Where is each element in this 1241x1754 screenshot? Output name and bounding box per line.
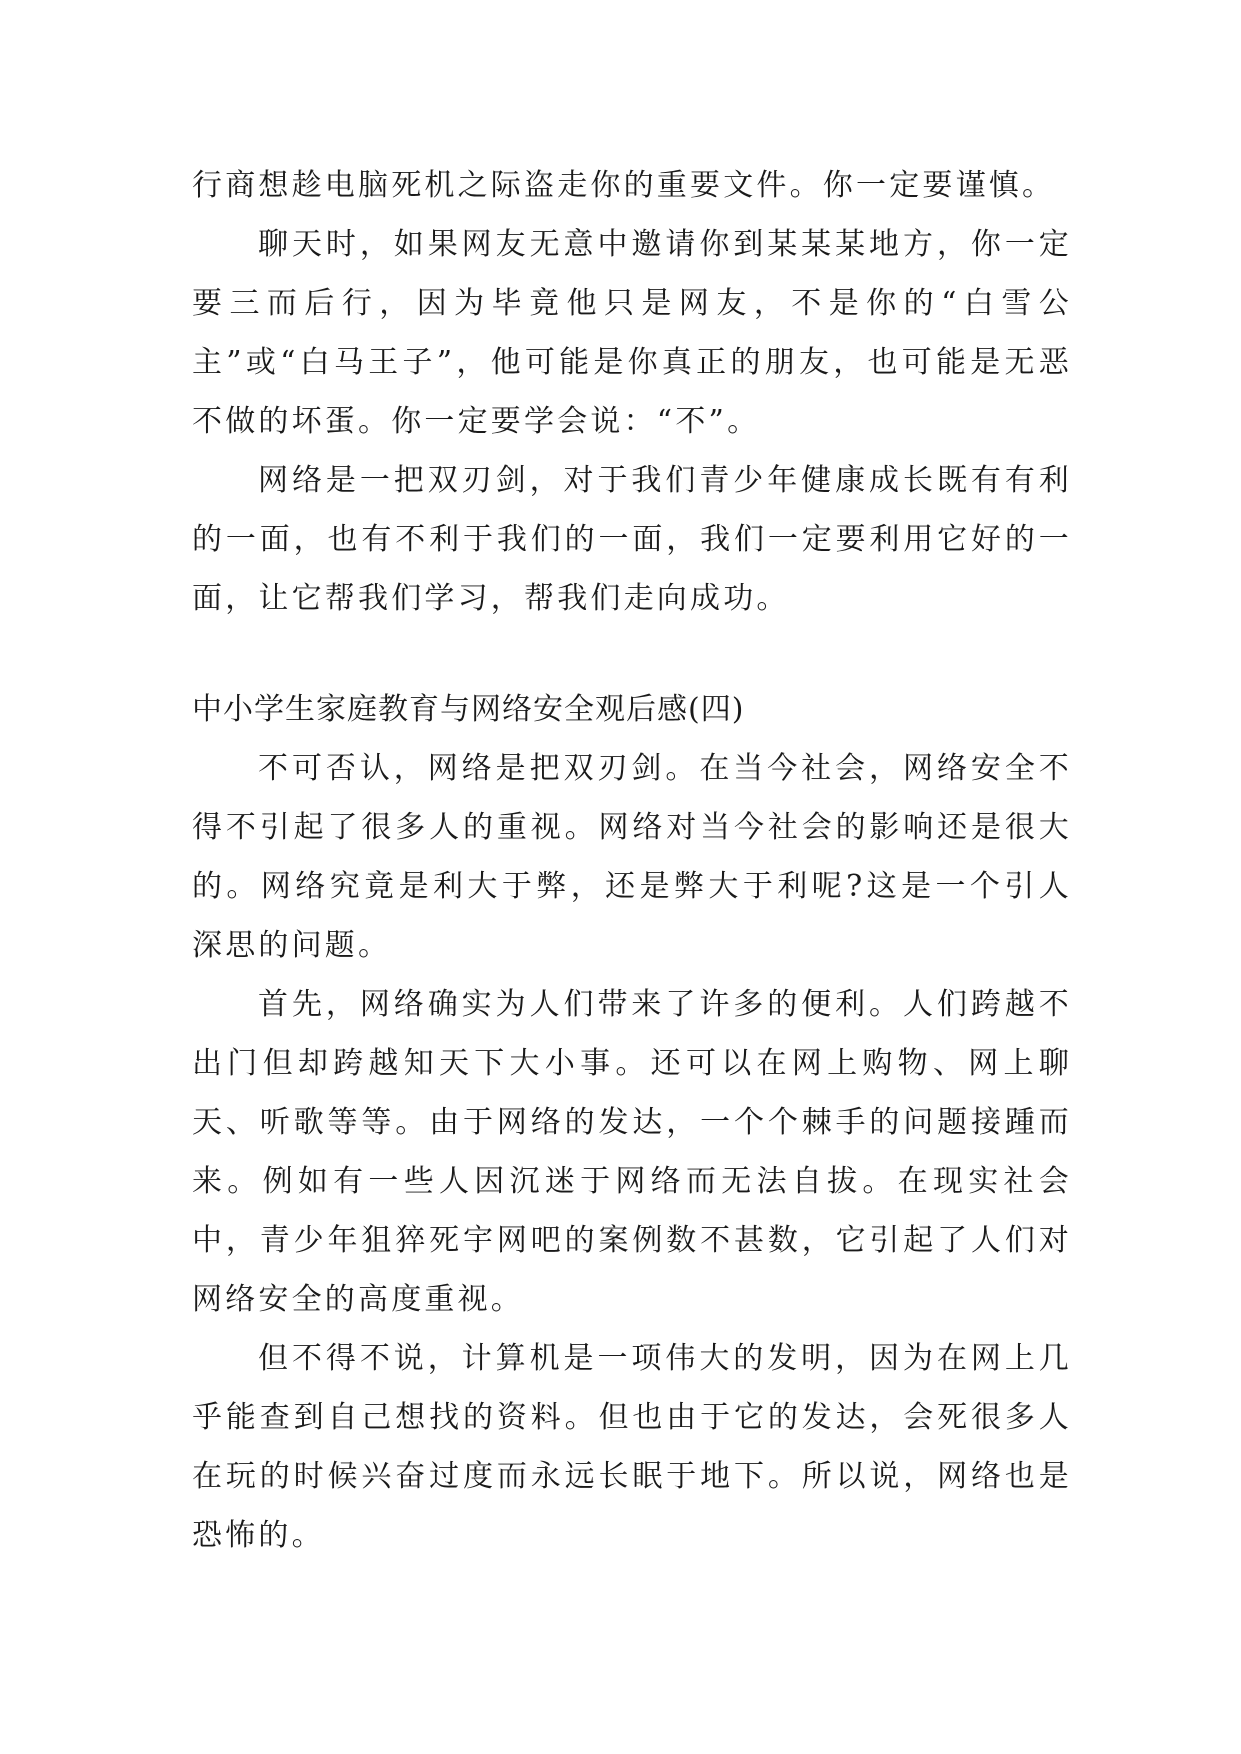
paragraph-double-edged-sword: 网络是一把双刃剑，对于我们青少年健康成长既有有利的一面，也有不利于我们的一面，我们一定要利用它好的一面，让它帮我们学习，帮我们走向成功。 — [192, 463, 1072, 616]
section-four — [192, 680, 1072, 1565]
paragraph-intro: 不可否认，网络是把双刃剑。在当今社会，网络安全不得不引起了很多人的重视。网络对当今社会的影响还是很大的。网络究竟是利大于弊，还是弊大于利呢?这是一个引人深思的问题。 — [192, 751, 1072, 963]
section-title: 中小学生家庭教育与网络安全观后感(四) — [192, 692, 745, 727]
paragraph-computer-invention: 但不得不说，计算机是一项伟大的发明，因为在网上几乎能查到自己想找的资料。但也由于它的发达，会死很多人在玩的时候兴奋过度而永远长眠于地下。所以说，网络也是恐怖的。 — [192, 1341, 1072, 1553]
paragraph-chat-warning: 聊天时，如果网友无意中邀请你到某某某地方，你一定要三而后行，因为毕竟他只是网友，不是你的“白雪公主”或“白马王子”，他可能是你真正的朋友，也可能是无恶不做的坏蛋。你一定要学会说：“不”。 — [192, 227, 1072, 439]
previous-section-continuation — [192, 156, 1072, 628]
paragraph-continuation: 行商想趁电脑死机之际盗走你的重要文件。你一定要谨慎。 — [192, 168, 1056, 203]
paragraph-convenience: 首先，网络确实为人们带来了许多的便利。人们跨越不出门但却跨越知天下大小事。还可以在网上购物、网上聊天、听歌等等。由于网络的发达，一个个棘手的问题接踵而来。例如有一些人因沉迷于网络而无法自拔。在现实社会中，青少年狙猝死宇网吧的案例数不甚数，它引起了人们对网络安全的高度重视。 — [192, 987, 1072, 1317]
